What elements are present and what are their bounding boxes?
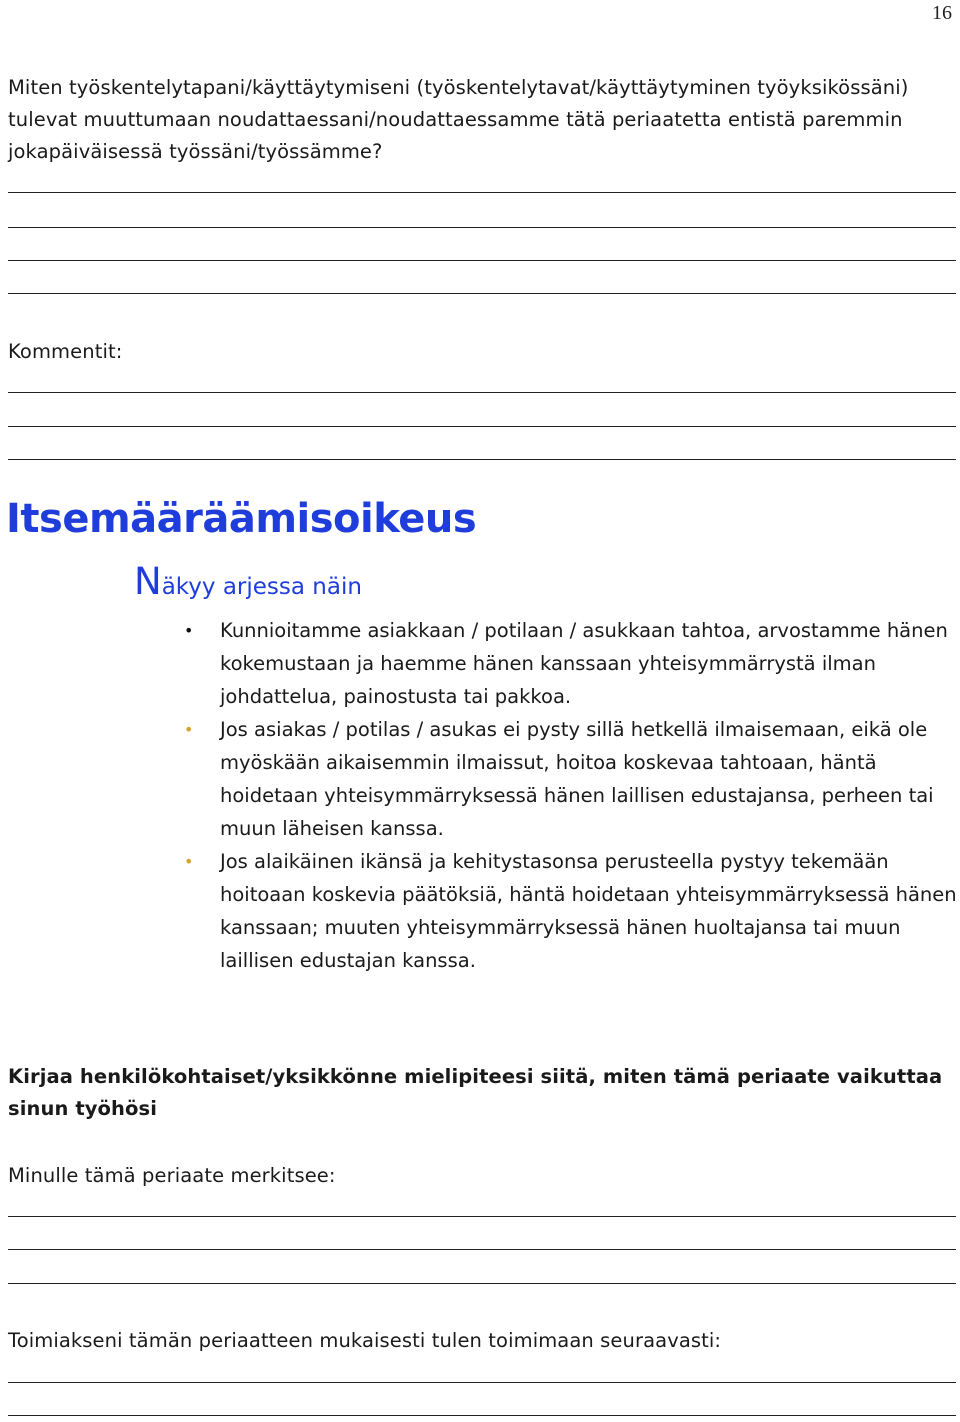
answer-line[interactable]: [8, 227, 956, 228]
reflection-question: Miten työskentelytapani/käyttäytymiseni (työskentelytavat/käyttäytyminen työyksikössäni) tulevat muuttumaan noudattaessani/noudattaessamme tätä periaatetta entistä paremmin jokapäiväisessä työssäni/työssämme?: [8, 76, 909, 163]
answer-line[interactable]: [8, 293, 956, 294]
list-item-text: Jos alaikäinen ikänsä ja kehitystasonsa perusteella pystyy tekemään hoitoaan koskevia päätöksiä, häntä hoidetaan yhteisymmärryksessä hänen kanssaan; muuten yhteisymmärryksessä hänen huoltajansa tai muun laillisen edustajan kanssa.: [220, 850, 957, 972]
list-item-text: Kunnioitamme asiakkaan / potilaan / asukkaan tahtoa, arvostamme hänen kokemustaan ja haemme hänen kanssaan yhteisymmärrystä ilman johdattelua, painostusta tai pakkoa.: [220, 619, 948, 708]
instruction-text: Kirjaa henkilökohtaiset/yksikkönne mielipiteesi siitä, miten tämä periaate vaikuttaa sinun työhösi: [8, 1065, 943, 1120]
list-item: [180, 845, 960, 977]
prompt-actions: Toimiakseni tämän periaatteen mukaisesti tulen toimimaan seuraavasti:: [8, 1329, 722, 1352]
principle-list: [180, 614, 960, 977]
answer-line[interactable]: [8, 192, 956, 193]
answer-line[interactable]: [8, 1415, 956, 1416]
answer-line[interactable]: [8, 1249, 956, 1250]
comment-line[interactable]: [8, 392, 956, 393]
list-item: [180, 713, 960, 845]
subtitle-initial: N: [134, 560, 162, 603]
section-title: Itsemääräämisoikeus: [6, 496, 477, 542]
bullet-icon: •: [184, 852, 194, 871]
list-item: [180, 614, 960, 713]
page-number: 16: [932, 2, 952, 24]
prompt-meaning: Minulle tämä periaate merkitsee:: [8, 1164, 336, 1187]
comment-line[interactable]: [8, 426, 956, 427]
answer-line[interactable]: [8, 1382, 956, 1383]
list-item-text: Jos asiakas / potilas / asukas ei pysty sillä hetkellä ilmaisemaan, eikä ole myöskään aikaisemmin ilmaissut, hoitoa koskevaa tahtoaan, häntä hoidetaan yhteisymmärryksessä hänen laillisen edustajansa, perheen tai muun läheisen kanssa.: [220, 718, 934, 840]
bullet-icon: •: [184, 621, 194, 640]
comments-label: Kommentit:: [8, 340, 123, 363]
answer-line[interactable]: [8, 260, 956, 261]
bullet-icon: •: [184, 720, 194, 739]
comment-line[interactable]: [8, 459, 956, 460]
subtitle-rest: äkyy arjessa näin: [161, 574, 362, 600]
answer-line[interactable]: [8, 1283, 956, 1284]
answer-line[interactable]: [8, 1216, 956, 1217]
section-subtitle: [134, 560, 362, 603]
